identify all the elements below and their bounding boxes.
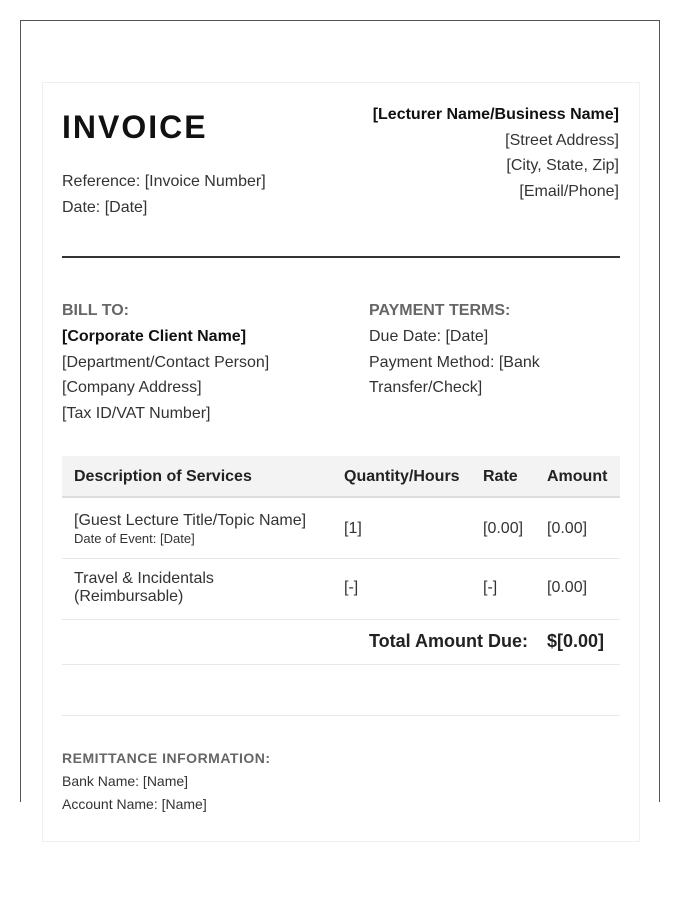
header-divider: [62, 256, 620, 258]
row-divider: [62, 558, 620, 559]
row1-quantity: [1]: [344, 520, 362, 537]
row2-quantity: [-]: [344, 579, 359, 596]
client-department: [Department/Contact Person]: [62, 354, 270, 371]
remittance-account-name: Account Name: [Name]: [62, 796, 207, 812]
sender-contact: [Email/Phone]: [519, 183, 619, 200]
remittance-label: REMITTANCE INFORMATION:: [62, 750, 271, 766]
payment-method-line2: Transfer/Check]: [369, 379, 483, 396]
total-label: Total Amount Due:: [369, 631, 528, 651]
row2-amount: [0.00]: [547, 579, 588, 596]
row1-subtext: Date of Event: [Date]: [74, 531, 195, 546]
row1-description: [Guest Lecture Title/Topic Name]: [74, 512, 307, 529]
client-tax-id: [Tax ID/VAT Number]: [62, 405, 211, 422]
invoice-title: INVOICE: [62, 109, 208, 145]
row1-amount: [0.00]: [547, 520, 588, 537]
row2-subtext: (Reimbursable): [74, 588, 184, 605]
total-divider: [62, 664, 620, 665]
header-rate: Rate: [483, 468, 518, 485]
sender-city: [City, State, Zip]: [506, 157, 619, 174]
invoice-date: Date: [Date]: [62, 199, 148, 216]
row2-rate: [-]: [483, 579, 498, 596]
section-divider: [62, 715, 620, 716]
payment-due-date: Due Date: [Date]: [369, 328, 489, 345]
total-value: $[0.00]: [547, 631, 605, 651]
header-amount: Amount: [547, 468, 608, 485]
bill-to-label: BILL TO:: [62, 302, 129, 319]
remittance-bank-name: Bank Name: [Name]: [62, 773, 189, 789]
header-quantity: Quantity/Hours: [344, 468, 460, 485]
payment-method-line1: Payment Method: [Bank: [369, 354, 540, 371]
invoice-reference: Reference: [Invoice Number]: [62, 173, 266, 190]
client-address: [Company Address]: [62, 379, 202, 396]
header-description: Description of Services: [74, 468, 252, 485]
sender-name: [Lecturer Name/Business Name]: [372, 106, 619, 123]
row-divider: [62, 619, 620, 620]
client-name: [Corporate Client Name]: [62, 328, 247, 345]
sender-street: [Street Address]: [505, 132, 619, 149]
row2-description: Travel & Incidentals: [74, 570, 214, 587]
document-frame: [20, 20, 660, 812]
payment-terms-label: PAYMENT TERMS:: [369, 302, 511, 319]
row1-rate: [0.00]: [483, 520, 524, 537]
